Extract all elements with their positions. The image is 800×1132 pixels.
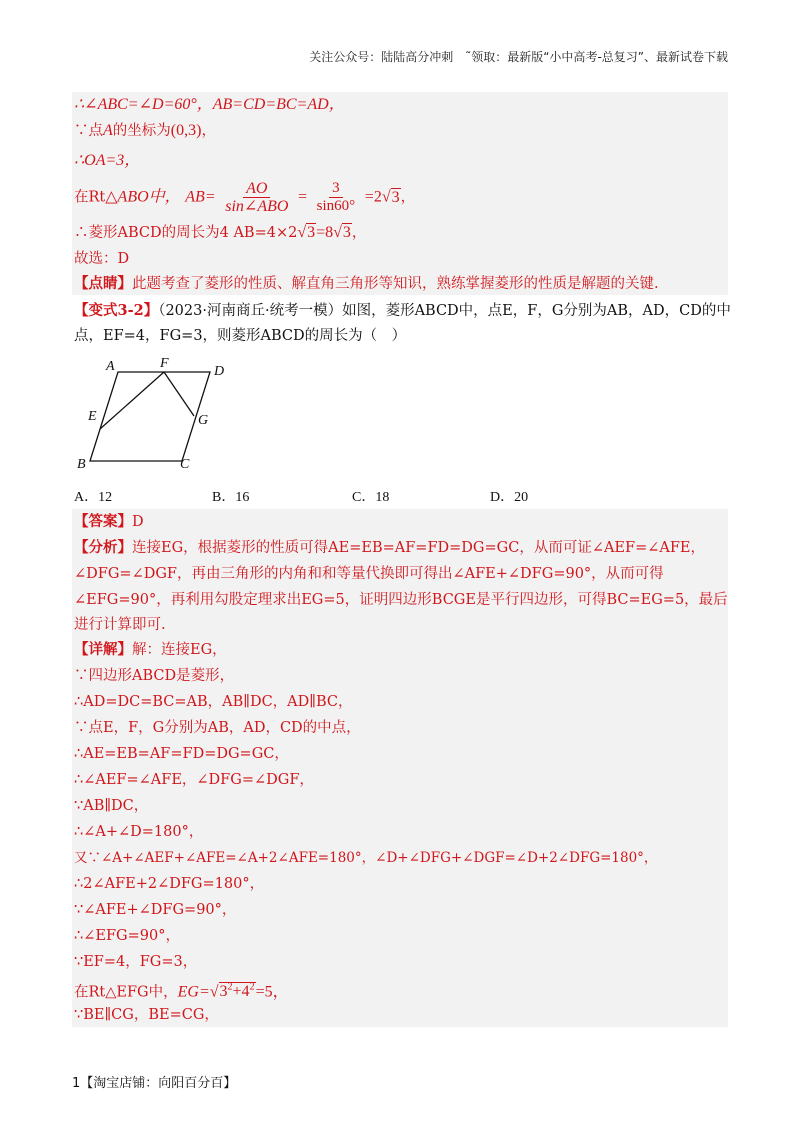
prev-line-2: ∵点A的坐标为(0,3)，	[74, 122, 216, 139]
prev-line-3: ∴OA=3，	[74, 152, 141, 169]
label-a: A	[106, 359, 115, 374]
detail-line-5: ∴AE=EB=AF=FD=DG=GC，	[74, 746, 289, 762]
label-c: C	[180, 457, 190, 472]
rhombus-figure	[74, 356, 234, 476]
answer-line: 【答案】D	[74, 513, 144, 530]
question-line-1: 【变式3-2】（2023·河南商丘·统考一模）如图，菱形ABCD中，点E，F，G分别为AB，AD，CD的中	[74, 302, 731, 319]
detail-line-12: ∴∠EFG=90°，	[74, 928, 180, 944]
detail-line-3: ∴AD=DC=BC=AB，AB∥DC，AD∥BC，	[74, 694, 353, 710]
detail-line-13: ∵EF=4，FG=3，	[74, 954, 198, 970]
prev-line-5: ∴菱形ABCD的周长为4 AB=4×2√3=8√3，	[74, 224, 367, 241]
analysis-line-1: 【分析】连接EG，根据菱形的性质可得AE=EB=AF=FD=DG=GC，从而可证∠AEF=∠AFE，	[74, 539, 705, 556]
prev-line-6: 故选：D	[74, 251, 130, 267]
page-footer: 1【淘宝店铺：向阳百分百】	[72, 1076, 237, 1091]
analysis-line-3: ∠EFG=90°，再利用勾股定理求出EG=5，证明四边形BCGE是平行四边形，可得BC=EG=5，最后	[74, 592, 728, 608]
detail-line-15: ∵BE∥CG，BE=CG，	[74, 1007, 219, 1023]
label-d: D	[214, 364, 225, 379]
detail-line-1: 【详解】解：连接EG，	[74, 641, 227, 658]
option-a[interactable]: A．12	[74, 490, 113, 505]
analysis-line-4: 进行计算即可.	[74, 617, 166, 633]
solution-panel-current	[72, 509, 728, 1027]
detail-line-11: ∵∠AFE+∠DFG=90°，	[74, 902, 237, 918]
detail-line-4: ∵点E，F，G分别为AB，AD，CD的中点，	[74, 720, 361, 736]
detail-line-2: ∵四边形ABCD是菱形，	[74, 668, 235, 684]
rhombus-abcd	[90, 372, 210, 461]
option-c[interactable]: C．18	[352, 490, 390, 505]
fraction-ao-sin: $\frac{AO}{\text{sin∠ABO}}$	[225, 180, 289, 215]
segment-fg	[164, 372, 194, 416]
detail-line-9: 又∵∠A+∠AEF+∠AFE=∠A+2∠AFE=180°，∠D+∠DFG+∠DGF=∠D+2∠DFG=180°，	[74, 850, 658, 866]
prev-line-4: 在Rt△ABO中， AB= $\frac{AO}{\text{sin∠ABO}}$ = $\frac{3}{\sin 60^\circ}$ =2√3，	[74, 180, 416, 215]
option-d[interactable]: D．20	[490, 490, 529, 505]
label-g: G	[198, 413, 209, 428]
detail-line-10: ∴2∠AFE+2∠DFG=180°，	[74, 876, 265, 892]
question-tag: 【变式3-2】	[74, 302, 159, 319]
prev-line-1: ∴∠ABC=∠D=60°，AB=CD=BC=AD，	[74, 96, 345, 113]
detail-line-7: ∵AB∥DC，	[74, 798, 149, 814]
prev-line-7: 【点睛】此题考查了菱形的性质、解直角三角形等知识，熟练掌握菱形的性质是解题的关键.	[74, 275, 659, 292]
analysis-line-2: ∠DFG=∠DGF，再由三角形的内角和和等量代换即可得出∠AFE+∠DFG=90°，从而可得	[74, 566, 664, 582]
label-e: E	[88, 409, 97, 424]
fraction-3-sin60: $\frac{3}{\sin 60^\circ}$	[316, 180, 356, 214]
detail-line-8: ∴∠A+∠D=180°，	[74, 824, 204, 840]
page-header: 关注公众号：陆陆高分冲刺 ˜领取：最新版“小中高考-总复习”、最新试卷下载	[309, 50, 728, 64]
question-line-2: 点，EF=4，FG=3，则菱形ABCD的周长为（ ）	[74, 328, 407, 344]
option-b[interactable]: B．16	[212, 490, 250, 505]
label-b: B	[77, 457, 86, 472]
detail-line-14: 在Rt△EFG中，$EG=√3^2+4^2=5$，	[74, 982, 289, 1001]
label-f: F	[160, 356, 169, 371]
detail-line-6: ∴∠AEF=∠AFE，∠DFG=∠DGF，	[74, 772, 314, 788]
